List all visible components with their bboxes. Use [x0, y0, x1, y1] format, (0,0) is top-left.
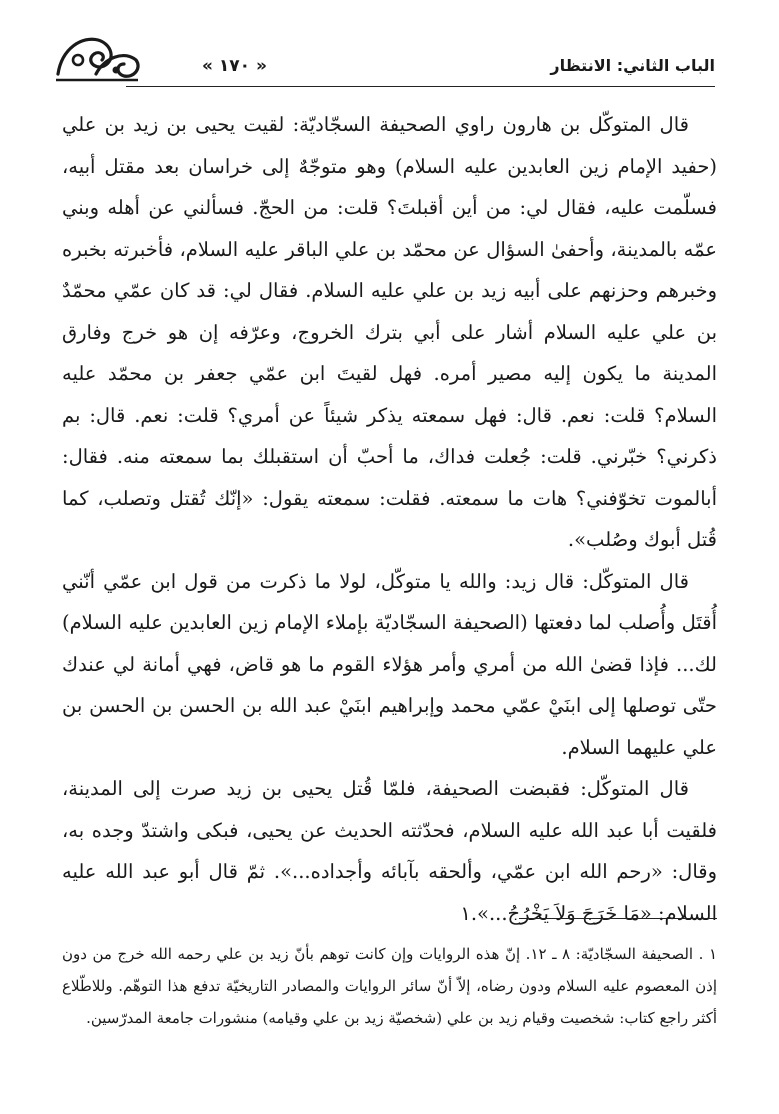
- floral-ornament-icon: [52, 30, 142, 86]
- running-title: الباب الثاني: الانتظار: [550, 56, 715, 75]
- header-divider: [126, 86, 715, 87]
- paragraph-3: قال المتوكّل: فقبضت الصحيفة، فلمّا قُتل يحيى بن زيد صرت إلى المدينة، فلقيت أبا عبد الله عليه السلام، فحدّثته الحديث عن يحيى، فبكى واشتدّ وجده به، وقال: «رحم الله ابن عمّي، وألحقه بآبائه وأجداده...». ثمّ قال أبو عبد الله عليه السلام: «مَا خَرَجَ وَلاَ يَخْرُجُ...».١: [62, 777, 717, 925]
- footnote-divider: [519, 918, 717, 919]
- paragraph-1: قال المتوكّل بن هارون راوي الصحيفة السجّاديّة: لقيت يحيى بن زيد بن علي (حفيد الإمام زين العابدين عليه السلام) وهو متوجّهٌ إلى خراسان بعد مقتل أبيه، فسلّمت عليه، فقال لي: من أين أقبلتَ؟ قلت: من الحجّ. فسألني عن أهله وبني عمّه بالمدينة، وأحفىٰ السؤال عن محمّد بن علي الباقر عليه السلام، فأخبرته بخبره وخبرهم وحزنهم على أبيه زيد بن علي عليه السلام. فقال لي: قد كان عمّي محمّدٌ بن علي عليه السلام أشار على أبي بترك الخروج، وعرّفه إن هو خرج وفارق المدينة ما يكون إليه مصير أمره. فهل لقيتَ ابن عمّي جعفر بن محمّد عليه السلام؟ قلت: نعم. قال: فهل سمعته يذكر شيئاً عن أمري؟ قلت: نعم. قال: بم ذكرني؟ خبّرني. قلت: جُعلت فداك، ما أحبّ أن استقبلك بما سمعته منه. فقال: أبالموت تخوّفني؟ هات ما سمعته. فقلت: سمعته يقول: «إنّك تُقتل وتصلب، كما قُتل أبوك وصُلب».: [62, 113, 717, 551]
- footnote-1: ١ . الصحيفة السجّاديّة: ٨ ـ ١٢. إنّ هذه الروايات وإن كانت توهم بأنّ زيد بن علي رحمه الله خرج من دون إذن المعصوم عليه السلام ودون رضاه، إلاّ أنّ سائر الروايات والمصادر التاريخيّة تدفع هذا التوهّم. وللاطّلاع أكثر راجع كتاب: شخصيت وقيام زيد بن علي (شخصيّة زيد بن علي وقيامه) منشورات جامعة المدرّسين.: [62, 945, 717, 1027]
- page-header: [52, 30, 715, 92]
- page-number: « ١٧٠ »: [202, 56, 267, 76]
- main-text: [62, 104, 717, 934]
- paragraph-2: قال المتوكّل: قال زيد: والله يا متوكّل، لولا ما ذكرت من قول ابن عمّي أنّني أُقتَل وأُصلب لما دفعتها (الصحيفة السجّاديّة بإملاء الإمام زين العابدين عليه السلام) لك... فإذا قضىٰ الله من أمري وأمر هؤلاء القوم ما هو قاض، فهي أمانة لي عندك حتّى توصلها إلى ابنَيْ عمّي محمد وإبراهيم ابنَيْ عبد الله بن الحسن بن الحسن بن علي عليهما السلام.: [62, 569, 717, 759]
